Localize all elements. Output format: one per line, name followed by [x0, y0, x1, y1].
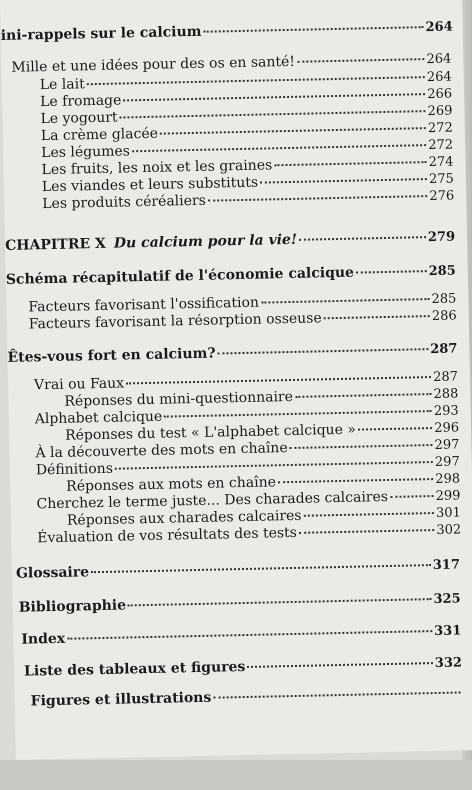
toc-label: Glossaire: [15, 564, 90, 582]
toc-label: Cherchez le terme juste... Des charades calcaires: [36, 488, 389, 513]
toc-label: Liste des tableaux et figures: [23, 659, 246, 680]
leader-dots: [278, 478, 433, 483]
leader-dots: [274, 161, 426, 166]
toc-page-number: 266: [427, 86, 453, 103]
toc-page-number: 274: [428, 154, 454, 171]
leader-dots: [132, 144, 426, 152]
leader-dots: [356, 270, 427, 273]
toc-label: Index: [21, 630, 66, 648]
toc-label: Êtes-vous fort en calcium?: [7, 345, 216, 366]
leader-dots: [290, 444, 433, 449]
toc-label: Réponses du mini-questionnaire: [64, 388, 294, 410]
toc-label: Schéma récapitulatif de l'économie calcique: [5, 264, 355, 288]
toc-page-number: 331: [434, 623, 462, 640]
toc-page-number: 272: [428, 137, 454, 154]
leader-dots: [123, 93, 425, 101]
chapter-title: Du calcium pour la vie!: [113, 231, 298, 252]
page-bottom-shadow: [0, 760, 472, 790]
toc-page-number: 279: [427, 229, 456, 246]
toc-page-number: 287: [433, 369, 459, 386]
toc-page-number: 264: [425, 19, 453, 36]
toc-index: [21, 622, 461, 647]
toc-page-number: 293: [433, 403, 459, 420]
toc-label: Le yogourt: [40, 109, 118, 128]
toc-label: Vrai ou Faux: [33, 375, 125, 394]
toc-label: Réponses aux charades calcaires: [66, 507, 302, 529]
toc-label: ini-rappels sur le calcium: [0, 23, 202, 44]
toc-label: Facteurs favorisant la résorption osseuse: [28, 310, 322, 333]
toc-page-number: 317: [432, 557, 461, 574]
leader-dots: [218, 348, 429, 354]
leader-dots: [126, 376, 431, 384]
toc-page-number: 276: [429, 188, 455, 205]
toc-label: Les légumes: [41, 143, 131, 162]
toc-page-number: 325: [433, 591, 461, 608]
toc-page-number: 299: [435, 488, 461, 504]
toc-page-number: 272: [427, 120, 453, 137]
toc-section-mini-rappels: [1, 19, 453, 44]
toc-label: À la découverte des mots en chaîne: [35, 440, 288, 462]
toc-liste-tableaux: [24, 654, 462, 679]
toc-bibliographie: [19, 590, 461, 615]
toc-page-number: 297: [434, 437, 460, 453]
leader-dots: [247, 662, 433, 668]
toc-label: Définitions: [35, 460, 114, 479]
chapter-prefix: CHAPITRE X: [4, 235, 107, 254]
toc-label: Facteurs favorisant l'ossification: [28, 294, 260, 316]
leader-dots: [115, 461, 433, 470]
toc-page-number: 297: [434, 454, 460, 470]
leader-dots: [120, 110, 426, 118]
toc-glossaire: [16, 556, 460, 581]
leader-dots: [261, 298, 430, 304]
toc-page-number: 286: [431, 308, 457, 325]
leader-dots: [87, 76, 425, 85]
toc-label: Figures et illustrations: [30, 689, 212, 710]
toc-page-number: 269: [427, 103, 453, 120]
toc-figures: [31, 684, 463, 709]
toc-label: Alphabet calcique: [34, 408, 163, 428]
toc-label: Réponses aux mots en chaîne: [66, 474, 277, 495]
toc-page-number: 298: [435, 471, 461, 487]
toc-label: Le lait: [39, 76, 85, 94]
leader-dots: [390, 495, 434, 498]
toc-label: Les fruits, les noix et les graines: [41, 157, 273, 179]
leader-dots: [304, 512, 435, 517]
leader-dots: [299, 529, 435, 534]
toc-page-number: 302: [436, 522, 462, 538]
toc-label: Mille et une idées pour des os en santé!: [11, 53, 296, 76]
toc-page-number: 264: [426, 69, 452, 86]
toc-page-number: 288: [433, 386, 459, 403]
toc-page-number: 332: [434, 655, 463, 672]
toc-label: Les viandes et leurs substituts: [41, 174, 259, 196]
leader-dots: [213, 692, 460, 699]
leader-dots: [91, 564, 431, 573]
toc-section-etes-vous: [7, 340, 457, 365]
leader-dots: [295, 393, 432, 398]
leader-dots: [297, 58, 425, 63]
toc-page-number: 287: [430, 341, 458, 358]
leader-dots: [260, 178, 427, 183]
leader-dots: [358, 427, 432, 431]
leader-dots: [203, 26, 423, 33]
leader-dots: [164, 410, 432, 418]
leader-dots: [299, 236, 426, 241]
toc-page-number: 285: [431, 291, 457, 308]
leader-dots: [160, 127, 426, 135]
toc-label: Évaluation de vos résultats des tests: [37, 524, 298, 547]
toc-label: Le fromage: [39, 92, 122, 111]
toc-page-number: 275: [428, 171, 455, 188]
toc-chapter: [5, 229, 455, 254]
toc-label: Les produits céréaliers: [42, 192, 207, 213]
toc-page-number: 285: [428, 263, 456, 280]
toc-label: La crème glacée: [40, 125, 159, 145]
leader-dots: [67, 630, 432, 640]
toc-page-number: 264: [426, 51, 452, 68]
toc-page-number: 301: [435, 505, 462, 521]
leader-dots: [208, 195, 428, 202]
toc-page-number: 296: [434, 420, 460, 436]
leader-dots: [128, 598, 431, 606]
toc-label: Réponses du test « L'alphabet calcique »: [64, 421, 357, 444]
toc-label: Bibliographie: [18, 597, 127, 616]
toc-section-schema: [6, 263, 456, 288]
leader-dots: [324, 315, 430, 319]
